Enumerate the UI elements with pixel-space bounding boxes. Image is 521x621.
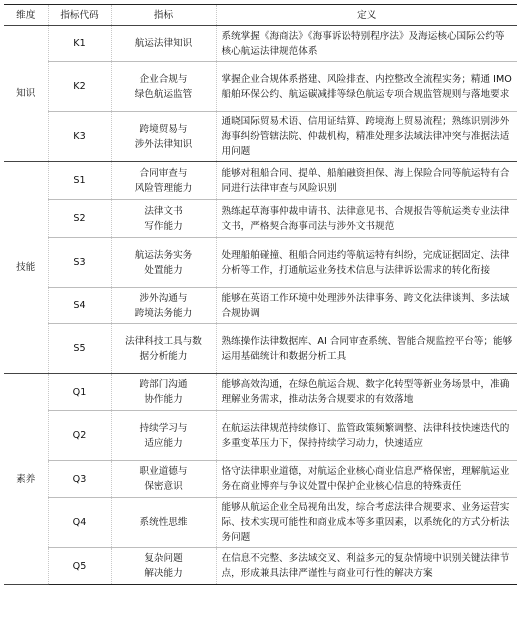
table-row — [4, 288, 517, 324]
definition-cell: 能够对租船合同、提单、船舶融资担保、海上保险合同等航运特有合同进行法律审查与风险识别 — [216, 162, 517, 200]
definition-cell: 系统掌握《海商法》《海事诉讼特别程序法》及海运核心国际公约等核心航运法律规范体系 — [216, 26, 517, 62]
competency-indicator-table — [4, 4, 517, 585]
indicator-name-cell: 法律文书 写作能力 — [111, 200, 216, 238]
indicator-code-cell: K3 — [48, 112, 111, 162]
indicator-code-cell: Q1 — [48, 374, 111, 411]
indicator-name-cell: 合同审查与 风险管理能力 — [111, 162, 216, 200]
table-row — [4, 62, 517, 112]
table-row — [4, 200, 517, 238]
competency-table-container — [4, 4, 517, 585]
indicator-code-cell: Q3 — [48, 461, 111, 498]
indicator-code-cell: S5 — [48, 324, 111, 374]
definition-cell: 熟练操作法律数据库、AI 合同审查系统、智能合规监控平台等；能够运用基础统计和数据分析工具 — [216, 324, 517, 374]
dimension-cell: 知识 — [4, 26, 48, 162]
table-row — [4, 498, 517, 548]
indicator-code-cell: S2 — [48, 200, 111, 238]
indicator-name-cell: 跨境贸易与 涉外法律知识 — [111, 112, 216, 162]
definition-cell: 能够在英语工作环境中处理涉外法律事务、跨文化法律谈判、多法域合规协调 — [216, 288, 517, 324]
table-row — [4, 162, 517, 200]
table-body — [4, 26, 517, 585]
table-row — [4, 324, 517, 374]
indicator-code-cell: Q2 — [48, 411, 111, 461]
header-dimension: 维度 — [4, 5, 48, 26]
indicator-name-cell: 企业合规与 绿色航运监管 — [111, 62, 216, 112]
table-header-row — [4, 5, 517, 26]
table-row — [4, 461, 517, 498]
definition-cell: 在航运法律规范持续修订、监管政策频繁调整、法律科技快速迭代的多重变革压力下，保持持续学习动力，快速适应 — [216, 411, 517, 461]
table-row — [4, 374, 517, 411]
indicator-name-cell: 法律科技工具与数 据分析能力 — [111, 324, 216, 374]
table-row — [4, 26, 517, 62]
indicator-name-cell: 涉外沟通与 跨境法务能力 — [111, 288, 216, 324]
header-indicator: 指标 — [111, 5, 216, 26]
definition-cell: 处理船舶碰撞、租船合同违约等航运特有纠纷，完成证据固定、法律分析等工作，打通航运业务技术信息与法律诉讼需求的转化衔接 — [216, 238, 517, 288]
indicator-name-cell: 持续学习与 适应能力 — [111, 411, 216, 461]
indicator-code-cell: K1 — [48, 26, 111, 62]
definition-cell: 熟练起草海事仲裁申请书、法律意见书、合规报告等航运类专业法律文书，严格契合海事司法与涉外文书规范 — [216, 200, 517, 238]
header-definition: 定义 — [216, 5, 517, 26]
indicator-code-cell: Q4 — [48, 498, 111, 548]
definition-cell: 通晓国际贸易术语、信用证结算、跨境海上贸易流程；熟练识别涉外海事纠纷管辖法院、仲裁机构，精准处理多法域法律冲突与准据法适用问题 — [216, 112, 517, 162]
dimension-cell: 技能 — [4, 162, 48, 374]
indicator-code-cell: K2 — [48, 62, 111, 112]
definition-cell: 恪守法律职业道德，对航运企业核心商业信息严格保密，理解航运业务在商业博弈与争议处置中保护企业核心信息的特殊责任 — [216, 461, 517, 498]
definition-cell: 能够从航运企业全局视角出发，综合考虑法律合规要求、业务运营实际、技术实现可能性和商业成本等多重因素，以系统化的方式分析法务问题 — [216, 498, 517, 548]
table-row — [4, 411, 517, 461]
indicator-code-cell: S1 — [48, 162, 111, 200]
dimension-cell: 素养 — [4, 374, 48, 585]
indicator-code-cell: S4 — [48, 288, 111, 324]
indicator-code-cell: S3 — [48, 238, 111, 288]
definition-cell: 能够高效沟通，在绿色航运合规、数字化转型等新业务场景中，准确理解业务需求，推动法务合规要求的有效落地 — [216, 374, 517, 411]
indicator-name-cell: 航运法务实务 处置能力 — [111, 238, 216, 288]
table-row — [4, 112, 517, 162]
indicator-name-cell: 系统性思维 — [111, 498, 216, 548]
definition-cell: 在信息不完整、多法域交叉、利益多元的复杂情境中识别关键法律节点，形成兼具法律严谨性与商业可行性的解决方案 — [216, 548, 517, 585]
header-indicator-code: 指标代码 — [48, 5, 111, 26]
definition-cell: 掌握企业合规体系搭建、风险排查、内控整改全流程实务；精通 IMO 船舶环保公约、航运碳减排等绿色航运专项合规监管规则与落地要求 — [216, 62, 517, 112]
indicator-name-cell: 复杂问题 解决能力 — [111, 548, 216, 585]
table-row — [4, 548, 517, 585]
indicator-name-cell: 职业道德与 保密意识 — [111, 461, 216, 498]
indicator-name-cell: 跨部门沟通 协作能力 — [111, 374, 216, 411]
indicator-name-cell: 航运法律知识 — [111, 26, 216, 62]
table-row — [4, 238, 517, 288]
indicator-code-cell: Q5 — [48, 548, 111, 585]
